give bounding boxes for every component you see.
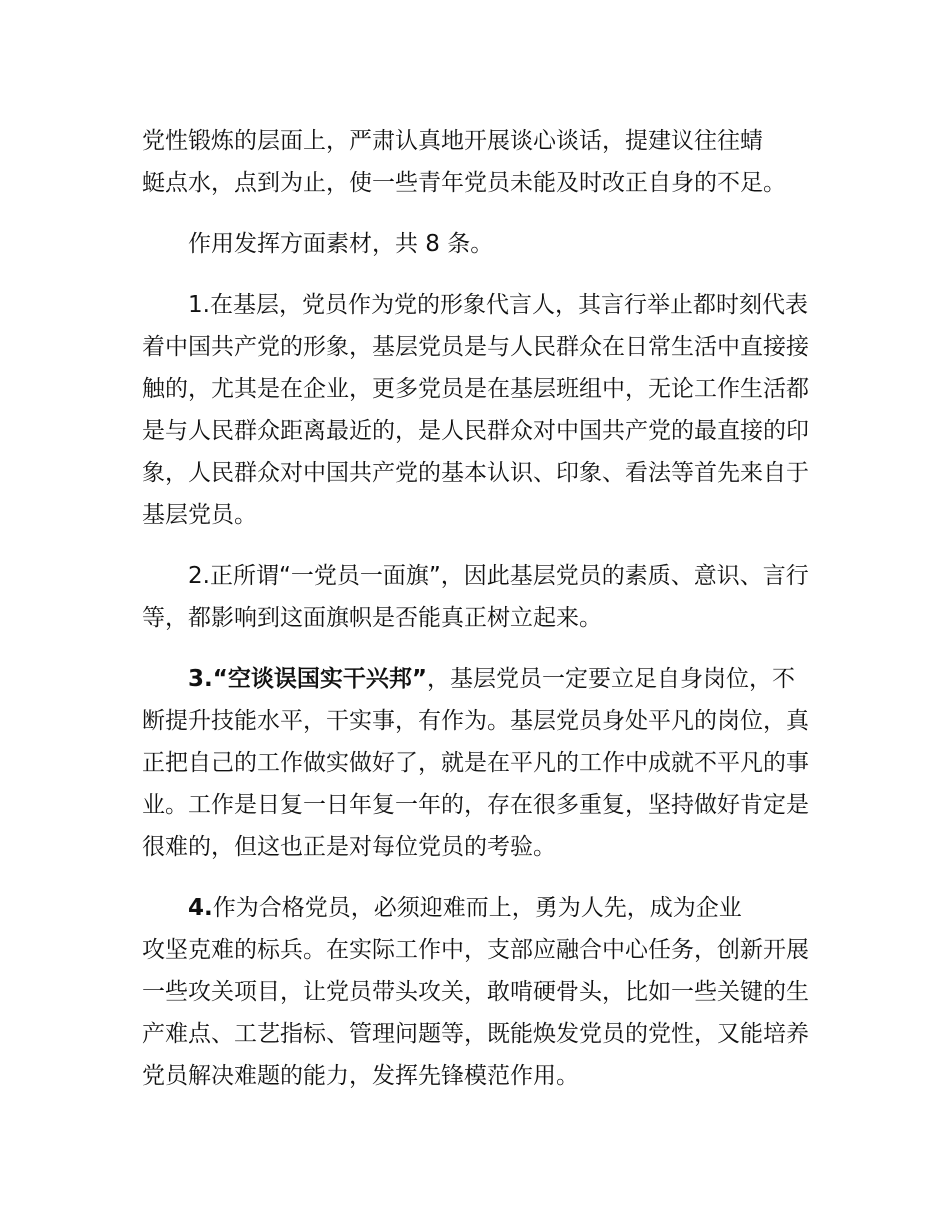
paragraph-item-4	[142, 887, 817, 1097]
text-line: 党性锻炼的层面上，严肃认真地开展谈心谈话，提建议往往蜻	[142, 128, 763, 154]
item-number: 2.	[188, 563, 210, 589]
paragraph-item-3	[142, 658, 817, 868]
item-text: 作为合格党员，必须迎难而上，勇为人先，成为企业	[212, 895, 742, 921]
text-line	[142, 887, 817, 929]
item-text: 正所谓“一党员一面旗”，因此基层党员的素质、意识、言行等，都影响到这面旗帜是否能真正树立起来。	[142, 563, 809, 631]
paragraph-item-1	[142, 284, 817, 536]
item-number-bold: 3.“空谈误国实干兴邦”	[188, 666, 427, 692]
section-heading: 作用发挥方面素材，共 8 条。	[188, 231, 494, 257]
item-text: ，基层党员一定要立足自身岗位，不断提升技能水平，干实事，有作为。基层党员身处平凡的岗位，真正把自己的工作做实做好了，就是在平凡的工作中成就不平凡的事业。工作是日复一日年复一年的，存在很多重复，坚持做好肯定是很难的，但这也正是对每位党员的考验。	[142, 666, 809, 860]
document-body	[142, 120, 817, 1116]
paragraph-item-2	[142, 555, 817, 639]
paragraph-continuation	[142, 120, 817, 204]
item-text: 在基层，党员作为党的形象代言人，其言行举止都时刻代表着中国共产党的形象，基层党员是与人民群众在日常生活中直接接触的，尤其是在企业，更多党员是在基层班组中，无论工作生活都是与人民群众距离最近的，是人民群众对中国共产党的最直接的印象，人民群众对中国共产党的基本认识、印象、看法等首先来自于基层党员。	[142, 292, 809, 528]
item-number-bold: 4.	[188, 895, 213, 921]
text-line: 蜓点水，点到为止，使一些青年党员未能及时改正自身的不足。	[142, 170, 786, 196]
section-heading-paragraph	[142, 223, 817, 265]
item-number: 1.	[188, 292, 210, 318]
text-line: 攻坚克难的标兵。在实际工作中，支部应融合中心任务，创新开展一些攻关项目，让党员带头攻关，敢啃硬骨头，比如一些关键的生产难点、工艺指标、管理问题等，既能焕发党员的党性，又能培养党员解决难题的能力，发挥先锋模范作用。	[142, 937, 809, 1089]
